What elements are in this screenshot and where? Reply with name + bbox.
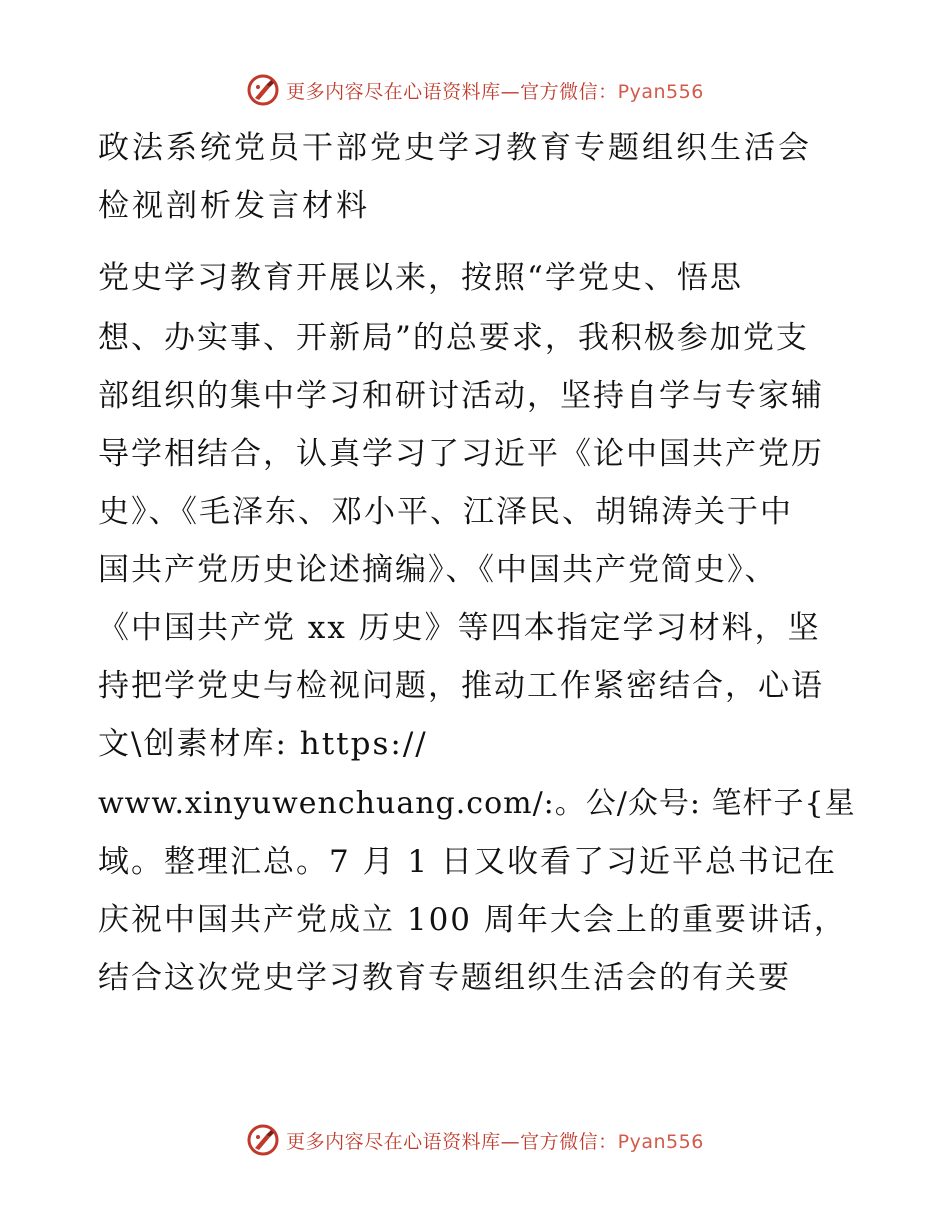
- body-line: 结合这次党史学习教育专题组织生活会的有关要: [98, 960, 791, 996]
- body-line: 国共产党历史论述摘编》、《中国共产党简史》、: [98, 552, 778, 588]
- banner-text: 更多内容尽在心语资料库—官方微信：Pyan556: [286, 80, 704, 103]
- body-line: 《中国共产党 xx 历史》等四本指定学习材料，坚: [98, 610, 821, 646]
- body-line: www.xinyuwenchuang.com/:。公/众号: 笔杆子{星: [98, 786, 856, 821]
- body-line: 庆祝中国共产党成立 100 周年大会上的重要讲话，: [98, 902, 847, 938]
- body-line: 想、办实事、开新局”的总要求，我积极参加党支: [98, 320, 809, 356]
- footer-banner: [0, 1120, 950, 1160]
- header-banner: [0, 70, 950, 110]
- body-line: 党史学习教育开展以来，按照“学党史、悟思: [98, 260, 743, 296]
- wechat-handle: Pyan556: [617, 1130, 704, 1153]
- body-line: 导学相结合，认真学习了习近平《论中国共产党历: [98, 436, 824, 472]
- pen-logo-icon: [246, 73, 280, 107]
- banner-text: 更多内容尽在心语资料库—官方微信：Pyan556: [286, 1130, 704, 1153]
- body-line: 域。整理汇总。7 月 1 日又收看了习近平总书记在: [98, 844, 838, 880]
- body-line: 文\创素材库: https://: [98, 726, 428, 762]
- wechat-handle: Pyan556: [617, 80, 704, 103]
- document-title-line-2: 检视剖析发言材料: [98, 188, 370, 224]
- body-line: 部组织的集中学习和研讨活动，坚持自学与专家辅: [98, 378, 824, 414]
- pen-logo-icon: [246, 1123, 280, 1157]
- body-line: 史》、《毛泽东、邓小平、江泽民、胡锦涛关于中: [98, 494, 793, 530]
- body-line: 持把学党史与检视问题，推动工作紧密结合，心语: [98, 668, 824, 704]
- document-title-line-1: 政法系统党员干部党史学习教育专题组织生活会: [98, 130, 812, 166]
